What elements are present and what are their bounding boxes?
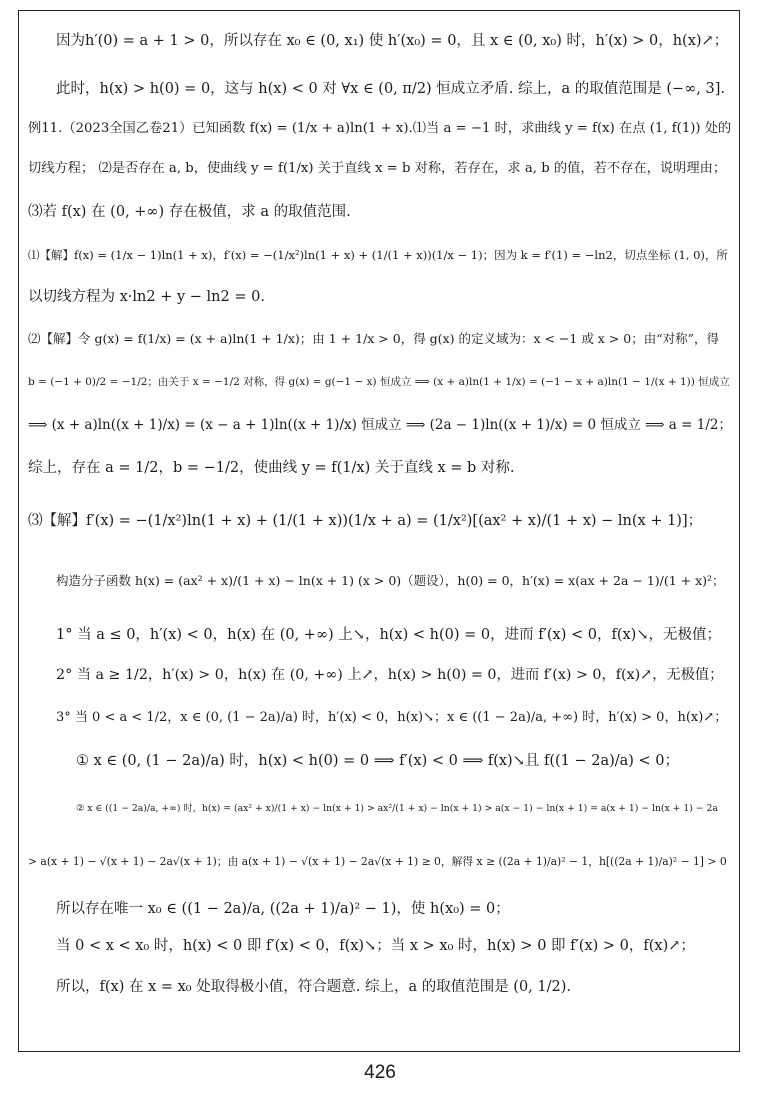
text-line-4: 切线方程； ⑵是否存在 a, b，使曲线 y = f(1/x) 关于直线 x = b 对称，若存在，求 a, b 的值，若不存在，说明理由； bbox=[28, 161, 727, 176]
solution-1-line: ⑴【解】f(x) = (1/x − 1)ln(1 + x)，f′(x) = −(1/x²)ln(1 + x) + (1/(1 + x))(1/x − 1)；因为 k = f′(1) = −ln2，切点坐标 (1, 0)，所 bbox=[28, 248, 728, 262]
text-line-9: b = (−1 + 0)/2 = −1/2；由关于 x = −1/2 对称，得 g(x) = g(−1 − x) 恒成立 ⟹ (x + a)ln(1 + 1/x) = (−1 − x + a)ln(1 − 1/(x + 1)) 恒成立 bbox=[28, 376, 730, 388]
subcase-1-line: ① x ∈ (0, (1 − 2a)/a) 时，h(x) < h(0) = 0 ⟹ f′(x) < 0 ⟹ f(x)↘且 f((1 − 2a)/a) < 0； bbox=[76, 753, 680, 769]
text-line-1: 因为h′(0) = a + 1 > 0，所以存在 x₀ ∈ (0, x₁) 使 h′(x₀) = 0，且 x ∈ (0, x₀) 时，h′(x) > 0，h(x)↗； bbox=[56, 33, 729, 49]
solution-2-line: ⑵【解】令 g(x) = f(1/x) = (x + a)ln(1 + 1/x)；由 1 + 1/x > 0，得 g(x) 的定义域为：x < −1 或 x > 0；由“对称”，得 bbox=[28, 331, 720, 346]
subcase-2-line: ② x ∈ ((1 − 2a)/a, +∞) 时，h(x) = (ax² + x)/(1 + x) − ln(x + 1) > ax²/(1 + x) − ln(x + 1) > a(x − 1) − ln(x + 1) = a(x + 1) − ln(x + 1) − 2a bbox=[76, 803, 718, 814]
text-line-5: ⑶若 f(x) 在 (0, +∞) 存在极值，求 a 的取值范围. bbox=[28, 204, 351, 220]
text-line-11: 综上，存在 a = 1/2，b = −1/2，使曲线 y = f(1/x) 关于直线 x = b 对称. bbox=[28, 460, 515, 476]
text-line-20: 所以存在唯一 x₀ ∈ ((1 − 2a)/a, ((2a + 1)/a)² − 1)，使 h(x₀) = 0； bbox=[56, 901, 510, 917]
text-line-13: 构造分子函数 h(x) = (ax² + x)/(1 + x) − ln(x + 1) (x > 0)（题设），h(0) = 0，h′(x) = x(ax + 2a − 1)/(1 + x)²； bbox=[56, 573, 725, 588]
text-line-19: > a(x + 1) − √(x + 1) − 2a√(x + 1)；由 a(x + 1) − √(x + 1) − 2a√(x + 1) ≥ 0，解得 x ≥ ((2a + 1)/a)² − 1，h[((2a + 1)/a)² − 1] > 0 bbox=[28, 855, 727, 868]
conclusion-line: 所以，f(x) 在 x = x₀ 处取得极小值，符合题意. 综上，a 的取值范围是 (0, 1/2). bbox=[56, 979, 572, 995]
text-line-21: 当 0 < x < x₀ 时，h(x) < 0 即 f′(x) < 0，f(x)↘；当 x > x₀ 时，h(x) > 0 即 f′(x) > 0，f(x)↗； bbox=[56, 938, 695, 954]
case-3-line: 3° 当 0 < a < 1/2，x ∈ (0, (1 − 2a)/a) 时，h′(x) < 0，h(x)↘；x ∈ ((1 − 2a)/a, +∞) 时，h′(x) > 0，h(x)↗； bbox=[56, 710, 728, 725]
text-line-2: 此时，h(x) > h(0) = 0，这与 h(x) < 0 对 ∀x ∈ (0, π/2) 恒成立矛盾. 综上，a 的取值范围是 (−∞, 3]. bbox=[56, 81, 725, 97]
example-title-line: 例11.（2023全国乙卷21）已知函数 f(x) = (1/x + a)ln(1 + x).⑴当 a = −1 时，求曲线 y = f(x) 在点 (1, f(1)) 处的 bbox=[28, 121, 732, 136]
text-line-10: ⟹ (x + a)ln((x + 1)/x) = (x − a + 1)ln((x + 1)/x) 恒成立 ⟹ (2a − 1)ln((x + 1)/x) = 0 恒成立 ⟹ a = 1/2； bbox=[28, 417, 732, 433]
case-1-line: 1° 当 a ≤ 0，h′(x) < 0，h(x) 在 (0, +∞) 上↘，h(x) < h(0) = 0，进而 f′(x) < 0，f(x)↘，无极值； bbox=[56, 627, 721, 643]
text-line-7: 以切线方程为 x·ln2 + y − ln2 = 0. bbox=[28, 289, 265, 305]
case-2-line: 2° 当 a ≥ 1/2，h′(x) > 0，h(x) 在 (0, +∞) 上↗，h(x) > h(0) = 0，进而 f′(x) > 0，f(x)↗，无极值； bbox=[56, 667, 724, 683]
page-number: 426 bbox=[364, 1062, 396, 1083]
solution-3-line: ⑶【解】f′(x) = −(1/x²)ln(1 + x) + (1/(1 + x))(1/x + a) = (1/x²)[(ax² + x)/(1 + x) − ln(x + 1)]； bbox=[28, 513, 703, 529]
